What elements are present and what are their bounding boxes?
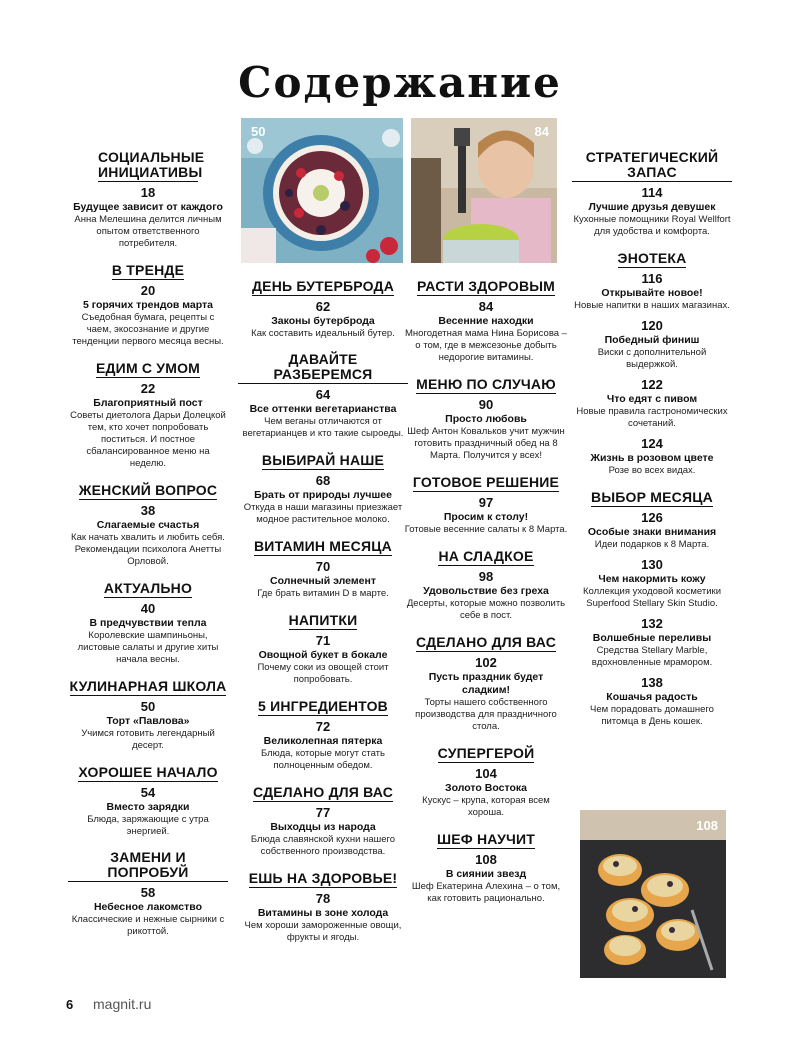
page-number: 20: [140, 283, 156, 298]
section-heading: ДАВАЙТЕ РАЗБЕРЕМСЯ: [238, 352, 408, 384]
toc-item[interactable]: [404, 765, 568, 819]
article-description: Новые правила гастрономических сочетаний.: [576, 406, 728, 429]
page-number: 38: [140, 503, 156, 518]
page-number: 130: [641, 557, 663, 572]
toc-item[interactable]: [404, 851, 568, 905]
toc-item[interactable]: [572, 184, 732, 238]
article-description: Многодетная мама Нина Борисова – о том, где в межсезонье добыть недорогие витамины.: [405, 328, 567, 363]
bruschetta-photo: [580, 810, 726, 978]
photo-page-badge: 108: [696, 818, 718, 833]
toc-column-2: [238, 278, 408, 956]
article-title: Просим к столу!: [443, 511, 529, 523]
page-number: 77: [315, 805, 331, 820]
article-description: Коллекция уходовой косметики Superfood Stellary Skin Studio.: [582, 586, 722, 609]
article-description: Советы диетолога Дарьи Долецкой тем, кто хочет попробовать поститься. И постное сбалансированное меню на неделю.: [70, 410, 226, 469]
page-number: 70: [315, 559, 331, 574]
section-heading: АКТУАЛЬНО: [103, 580, 193, 596]
article-title: Весенние находки: [438, 315, 534, 327]
article-description: Почему соки из овощей стоит попробовать.: [257, 662, 389, 685]
toc-item[interactable]: [404, 568, 568, 622]
article-title: Все оттенки вегетарианства: [249, 403, 397, 415]
page-title: Содержание: [238, 58, 562, 107]
article-description: Десерты, которые можно позволить себе в пост.: [406, 598, 566, 621]
article-description: Шеф Антон Ковальков учит мужчин готовить праздничный обед на 8 Марта. Получится у всех!: [407, 426, 565, 461]
toc-section: [68, 360, 228, 470]
toc-section: [238, 278, 408, 340]
toc-section: [68, 482, 228, 568]
toc-item[interactable]: [68, 884, 228, 938]
toc-item[interactable]: [404, 494, 568, 536]
article-title: Золото Востока: [445, 782, 527, 794]
article-description: Классические и нежные сырники с рикоттой.: [71, 914, 225, 937]
article-title: Торт «Павлова»: [106, 715, 190, 727]
article-description: Средства Stellary Marble, вдохновленные мрамором.: [591, 645, 713, 668]
article-title: Небесное лакомство: [93, 901, 203, 913]
toc-section: [68, 850, 228, 938]
toc-item[interactable]: [572, 270, 732, 312]
article-description: Новые напитки в наших магазинах.: [574, 300, 730, 311]
article-description: Откуда в наши магазины приезжает модное растительное молоко.: [243, 502, 403, 525]
article-description: Учимся готовить легендарный десерт.: [81, 728, 215, 751]
toc-section: [572, 489, 732, 728]
toc-section: [238, 352, 408, 440]
article-title: Благоприятный пост: [93, 397, 203, 409]
toc-section: [238, 538, 408, 600]
toc-item[interactable]: [572, 509, 732, 551]
section-heading: РАСТИ ЗДОРОВЫМ: [416, 278, 556, 294]
page-number: 58: [140, 885, 156, 900]
article-description: Съедобная бумага, рецепты с чаем, экосознание и другие тенденции первого месяца весны.: [72, 312, 224, 347]
page-number: 84: [478, 299, 494, 314]
toc-section: [404, 548, 568, 622]
article-title: Великолепная пятерка: [263, 735, 383, 747]
page-number: 108: [475, 852, 497, 867]
section-heading: КУЛИНАРНАЯ ШКОЛА: [69, 678, 227, 694]
article-title: Законы бутерброда: [271, 315, 375, 327]
page-number: 68: [315, 473, 331, 488]
toc-item[interactable]: [572, 556, 732, 610]
girl-blender-icon: [411, 118, 557, 263]
page-number: 54: [140, 785, 156, 800]
girl-blender-photo: [411, 118, 557, 263]
article-title: Лучшие друзья девушек: [588, 201, 716, 213]
article-description: Торты нашего собственного производства для праздничного стола.: [415, 697, 557, 732]
page-number: 64: [315, 387, 331, 402]
article-title: Особые знаки внимания: [587, 526, 717, 538]
bruschetta-icon: [580, 810, 726, 978]
toc-item[interactable]: [68, 380, 228, 470]
toc-section: [404, 634, 568, 733]
section-heading: СОЦИАЛЬНЫЕ ИНИЦИАТИВЫ: [98, 149, 205, 180]
article-title: В сиянии звезд: [445, 868, 527, 880]
toc-section: [238, 452, 408, 526]
section-heading: ЕДИМ С УМОМ: [95, 360, 201, 376]
toc-section: [68, 678, 228, 752]
section-heading: ВИТАМИН МЕСЯЦА: [254, 538, 392, 554]
pavlova-cake-photo: [241, 118, 403, 263]
toc-section: [404, 278, 568, 364]
page-number: 98: [478, 569, 494, 584]
pavlova-icon: [241, 118, 403, 263]
section-heading: ВЫБОР МЕСЯЦА: [591, 489, 713, 505]
toc-section: [404, 831, 568, 905]
page-number: 78: [315, 891, 331, 906]
toc-item[interactable]: [404, 298, 568, 364]
article-title: Просто любовь: [445, 413, 527, 425]
page-number: 102: [475, 655, 497, 670]
article-title: Жизнь в розовом цвете: [590, 452, 714, 464]
article-title: Кошачья радость: [606, 691, 698, 703]
toc-item[interactable]: [68, 282, 228, 348]
toc-item[interactable]: [572, 435, 732, 477]
article-description: Шеф Екатерина Алехина – о том, как готовить рационально.: [411, 881, 561, 904]
toc-item[interactable]: [572, 317, 732, 371]
article-description: Как начать хвалить и любить себя. Рекомендации психолога Анетты Орловой.: [71, 532, 225, 567]
section-heading: ШЕФ НАУЧИТ: [436, 831, 536, 847]
toc-item[interactable]: [404, 654, 568, 733]
article-title: Слагаемые счастья: [96, 519, 200, 531]
toc-item[interactable]: [404, 396, 568, 462]
toc-column-4: [572, 150, 732, 740]
section-heading: МЕНЮ ПО СЛУЧАЮ: [416, 376, 556, 392]
toc-item[interactable]: [238, 804, 408, 858]
page-number: 62: [315, 299, 331, 314]
article-description: Кухонные помощники Royal Wellfort для удобства и комфорта.: [573, 214, 731, 237]
section-heading: ЗАМЕНИ И ПОПРОБУЙ: [68, 850, 228, 882]
article-description: Анна Мелешина делится личным опытом ответственного потребителя.: [74, 214, 222, 249]
toc-section: [68, 764, 228, 838]
photo-page-badge: 50: [251, 124, 266, 139]
section-heading: СТРАТЕГИЧЕСКИЙ ЗАПАС: [572, 150, 732, 182]
article-description: Идеи подарков к 8 Марта.: [594, 539, 710, 550]
toc-section: [238, 870, 408, 944]
toc-section: [404, 474, 568, 536]
section-heading: НАПИТКИ: [288, 612, 358, 628]
article-title: Открывайте новое!: [601, 287, 703, 299]
toc-item[interactable]: [238, 298, 408, 340]
article-description: Чем веганы отличаются от вегетарианцев и кто такие сыроеды.: [242, 416, 404, 439]
toc-item[interactable]: [572, 674, 732, 728]
toc-section: [68, 150, 228, 250]
page-number: 120: [641, 318, 663, 333]
site-link[interactable]: magnit.ru: [93, 996, 152, 1012]
page-number: 124: [641, 436, 663, 451]
photo-page-badge: 84: [534, 124, 549, 139]
section-heading: ДЕНЬ БУТЕРБРОДА: [251, 278, 395, 294]
article-description: Блюда, заряжающие с утра энергией.: [87, 814, 209, 837]
section-heading: ЕШЬ НА ЗДОРОВЬЕ!: [248, 870, 398, 886]
page-number: 114: [641, 185, 663, 200]
toc-section: [238, 698, 408, 772]
page-number: 97: [478, 495, 494, 510]
page-number: 122: [641, 377, 663, 392]
section-heading: ХОРОШЕЕ НАЧАЛО: [78, 764, 218, 780]
toc-section: [572, 250, 732, 477]
toc-section: [238, 784, 408, 858]
article-description: Розе во всех видах.: [608, 465, 696, 476]
toc-section: [572, 150, 732, 238]
section-heading: ВЫБИРАЙ НАШЕ: [261, 452, 385, 468]
toc-item[interactable]: [68, 502, 228, 568]
toc-item[interactable]: [238, 558, 408, 600]
toc-item[interactable]: [68, 784, 228, 838]
article-title: Волшебные переливы: [592, 632, 712, 644]
article-title: Выходцы из народа: [270, 821, 376, 833]
page-number: 104: [475, 766, 497, 781]
article-description: Кускус – крупа, которая всем хороша.: [422, 795, 550, 818]
toc-section: [404, 745, 568, 819]
toc-item[interactable]: [238, 718, 408, 772]
article-description: Виски с дополнительной выдержкой.: [597, 347, 707, 370]
page-number: 72: [315, 719, 331, 734]
article-title: Удовольствие без греха: [423, 585, 549, 597]
article-description: Блюда славянской кухни нашего собственного производства.: [250, 834, 396, 857]
article-title: Витамины в зоне холода: [257, 907, 389, 919]
toc-item[interactable]: [572, 376, 732, 430]
toc-item[interactable]: [572, 615, 732, 669]
page-number: 40: [140, 601, 156, 616]
section-heading: ЖЕНСКИЙ ВОПРОС: [78, 482, 218, 498]
section-heading: ЭНОТЕКА: [617, 250, 687, 266]
page-number: 138: [641, 675, 663, 690]
page-number: 71: [315, 633, 331, 648]
article-title: Будущее зависит от каждого: [73, 201, 223, 213]
page-number: 126: [641, 510, 663, 525]
toc-item[interactable]: [238, 472, 408, 526]
article-description: Где брать витамин D в марте.: [257, 588, 389, 599]
toc-item[interactable]: [238, 386, 408, 440]
page-number-footer: 6: [66, 997, 74, 1012]
page-number: 116: [641, 271, 663, 286]
article-title: В предчувствии тепла: [89, 617, 207, 629]
article-title: Что едят с пивом: [606, 393, 698, 405]
section-heading: 5 ИНГРЕДИЕНТОВ: [258, 698, 388, 714]
page-number: 50: [140, 699, 156, 714]
section-heading: НА СЛАДКОЕ: [438, 548, 534, 564]
section-heading: СУПЕРГЕРОЙ: [437, 745, 535, 761]
section-heading: ГОТОВОЕ РЕШЕНИЕ: [412, 474, 560, 490]
article-title: Вместо зарядки: [106, 801, 190, 813]
page-number: 132: [641, 616, 663, 631]
toc-section: [68, 580, 228, 666]
page-number: 90: [478, 397, 494, 412]
article-description: Чем хороши замороженные овощи, фрукты и ягоды.: [244, 920, 402, 943]
article-description: Королевские шампиньоны, листовые салаты и другие хиты начала весны.: [77, 630, 219, 665]
section-heading: В ТРЕНДЕ: [111, 262, 185, 278]
section-heading: СДЕЛАНО ДЛЯ ВАС: [415, 634, 557, 650]
article-title: Брать от природы лучшее: [254, 489, 392, 501]
toc-item[interactable]: [68, 600, 228, 666]
toc-item[interactable]: [238, 632, 408, 686]
article-description: Готовые весенние салаты к 8 Марта.: [404, 524, 568, 535]
article-description: Чем порадовать домашнего питомца в День кошек.: [590, 704, 714, 727]
article-title: 5 горячих трендов марта: [82, 299, 214, 311]
article-title: Чем накормить кожу: [598, 573, 706, 585]
article-description: Как составить идеальный бутер.: [251, 328, 395, 339]
article-title: Победный финиш: [604, 334, 700, 346]
page-number: 18: [140, 185, 156, 200]
toc-column-1: [68, 150, 228, 950]
section-heading: СДЕЛАНО ДЛЯ ВАС: [252, 784, 394, 800]
article-description: Блюда, которые могут стать полноценным обедом.: [261, 748, 385, 771]
page-number: 22: [140, 381, 156, 396]
toc-item[interactable]: [68, 184, 228, 250]
toc-item[interactable]: [68, 698, 228, 752]
toc-section: [68, 262, 228, 348]
article-title: Овощной букет в бокале: [258, 649, 388, 661]
toc-column-3: [404, 278, 568, 917]
article-title: Солнечный элемент: [270, 575, 376, 587]
toc-section: [404, 376, 568, 462]
toc-section: [238, 612, 408, 686]
article-title: Пусть праздник будет сладким!: [428, 671, 544, 696]
toc-item[interactable]: [238, 890, 408, 944]
